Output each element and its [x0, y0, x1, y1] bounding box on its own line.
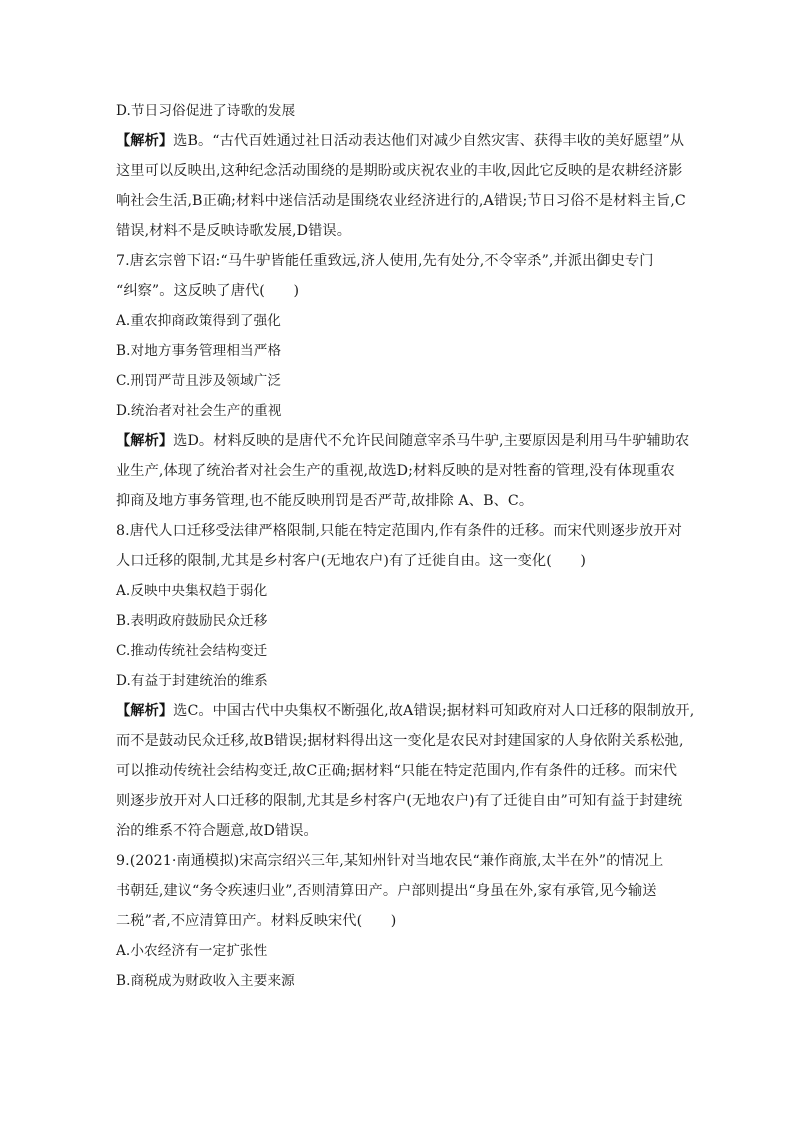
- document-page: [116, 96, 695, 996]
- question-9-options: [116, 936, 681, 996]
- analysis-text: 响社会生活,B正确;材料中迷信活动是围绕农业经济进行的,A错误;节日习俗不是材料主旨,C: [116, 193, 686, 209]
- analysis-text: 治的维系不符合题意,故D错误。: [116, 823, 318, 839]
- question-text: 人口迁移的限制,尤其是乡村客户(无地农户)有了迁徙自由。这一变化( ): [116, 553, 587, 569]
- question-text: 书朝廷,建议“务令疾速归业”,否则清算田产。户部则提出“身虽在外,家有承管,见今输送: [116, 883, 657, 899]
- question-text: 9.(2021·南通模拟)宋高宗绍兴三年,某知州针对当地农民“兼作商旅,太半在外”的情况上: [116, 853, 664, 869]
- analysis-text: 这里可以反映出,这种纪念活动围绕的是期盼或庆祝农业的丰收,因此它反映的是农耕经济影: [116, 163, 683, 179]
- question-8-options: [116, 576, 681, 696]
- option-text: D.节日习俗促进了诗歌的发展: [116, 103, 296, 119]
- analysis-text: 错误,材料不是反映诗歌发展,D错误。: [116, 223, 352, 239]
- option-a: A.重农抑商政策得到了强化: [116, 313, 281, 329]
- analysis-q7: [116, 426, 690, 516]
- option-a: A.反映中央集权趋于弱化: [116, 583, 268, 599]
- option-b: B.表明政府鼓励民众迁移: [116, 613, 268, 629]
- analysis-text: 可以推动传统社会结构变迁,故C正确;据材料“只能在特定范围内,作有条件的迁移。而宋代: [116, 763, 678, 779]
- option-b: B.对地方事务管理相当严格: [116, 343, 282, 359]
- option-c: C.推动传统社会结构变迁: [116, 643, 268, 659]
- option-b: B.商税成为财政收入主要来源: [116, 973, 295, 989]
- analysis-text: 而不是鼓动民众迁移,故B错误;据材料得出这一变化是农民对封建国家的人身依附关系松弛,: [116, 733, 684, 749]
- analysis-q8: [116, 696, 695, 846]
- option-d: D.统治者对社会生产的重视: [116, 403, 282, 419]
- analysis-tag: 【解析】: [116, 133, 174, 149]
- analysis-text: 选B。“古代百姓通过社日活动表达他们对减少自然灾害、获得丰收的美好愿望”从: [173, 133, 685, 149]
- analysis-text: 选D。材料反映的是唐代不允许民间随意宰杀马牛驴,主要原因是利用马牛驴辅助农: [173, 433, 690, 449]
- option-d-prev-question: [116, 96, 681, 126]
- analysis-text: 则逐步放开对人口迁移的限制,尤其是乡村客户(无地农户)有了迁徙自由”可知有益于封建统: [116, 793, 683, 809]
- option-c: C.刑罚严苛且涉及领域广泛: [116, 373, 282, 389]
- question-8: [116, 516, 681, 576]
- analysis-tag: 【解析】: [116, 703, 174, 719]
- question-7-options: [116, 306, 681, 426]
- question-text: “纠察”。这反映了唐代( ): [116, 283, 300, 299]
- question-9: [116, 846, 681, 936]
- option-d: D.有益于封建统治的维系: [116, 673, 268, 689]
- analysis-text: 业生产,体现了统治者对社会生产的重视,故选D;材料反映的是对牲畜的管理,没有体现重农: [116, 463, 675, 479]
- analysis-text: 选C。中国古代中央集权不断强化,故A错误;据材料可知政府对人口迁移的限制放开,: [173, 703, 695, 719]
- question-text: 7.唐玄宗曾下诏:“马牛驴皆能任重致远,济人使用,先有处分,不令宰杀”,并派出御史专门: [116, 253, 654, 269]
- analysis-q6: [116, 126, 686, 246]
- question-7: [116, 246, 681, 306]
- question-text: 8.唐代人口迁移受法律严格限制,只能在特定范围内,作有条件的迁移。而宋代则逐步放开对: [116, 523, 682, 539]
- analysis-text: 抑商及地方事务管理,也不能反映刑罚是否严苛,故排除 A、B、C。: [116, 493, 534, 509]
- option-a: A.小农经济有一定扩张性: [116, 943, 268, 959]
- question-text: 二税”者,不应清算田产。材料反映宋代( ): [116, 913, 397, 929]
- analysis-tag: 【解析】: [116, 433, 174, 449]
